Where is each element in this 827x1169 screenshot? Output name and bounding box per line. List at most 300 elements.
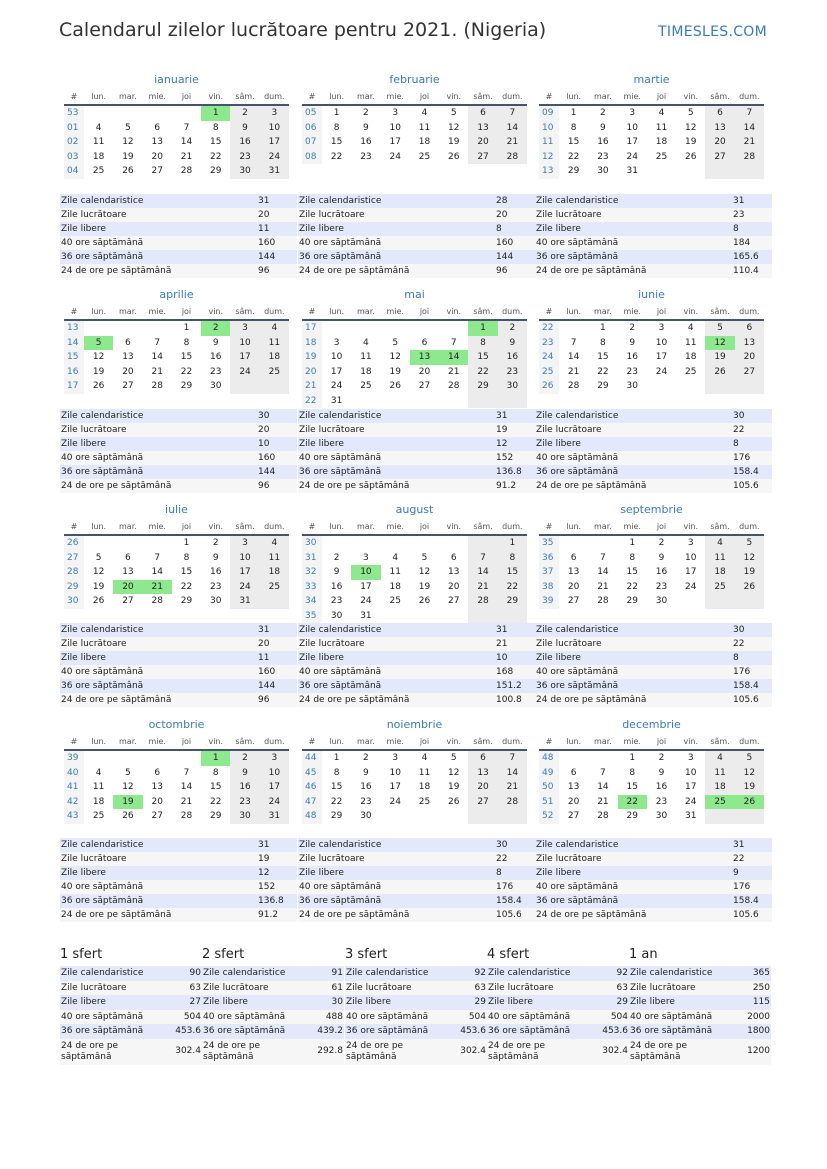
day-cell[interactable]: 27 [468,795,497,810]
day-cell[interactable]: 17 [230,350,259,365]
day-cell[interactable]: 27 [567,596,580,607]
day-cell[interactable]: 14 [735,121,764,136]
day-cell[interactable]: 13 [735,336,764,351]
day-cell[interactable]: 3 [687,753,694,764]
day-cell[interactable]: 23 [655,796,668,807]
day-cell[interactable]: 13 [567,782,580,793]
day-cell[interactable]: 21 [448,366,460,377]
day-cell[interactable]: 12 [448,122,460,133]
day-cell[interactable]: 14 [151,352,163,363]
day-cell[interactable]: 6 [570,552,577,563]
day-cell[interactable]: 3 [260,750,289,766]
day-cell[interactable]: 25 [260,365,289,380]
day-cell[interactable]: 9 [363,767,369,778]
day-cell[interactable]: 18 [92,796,105,807]
day-cell[interactable]: 9 [212,337,219,348]
day-cell[interactable]: 6 [468,750,497,766]
day-cell[interactable]: 25 [685,366,697,377]
day-cell[interactable]: 4 [658,108,665,119]
day-cell[interactable]: 17 [389,137,401,148]
day-cell[interactable]: 7 [498,750,527,766]
day-cell[interactable]: 15 [210,782,222,793]
day-cell[interactable]: 5 [421,552,428,563]
day-cell[interactable]: 11 [705,551,734,566]
day-cell[interactable]: 27 [418,381,431,392]
day-cell[interactable]: 27 [151,811,163,822]
day-cell[interactable]: 30 [210,596,222,607]
day-cell[interactable]: 5 [125,122,131,133]
day-cell[interactable]: 17 [230,565,259,580]
day-cell[interactable]: 13 [468,766,497,781]
day-cell[interactable]: 25 [360,381,372,392]
holiday-day-cell[interactable]: 5 [84,336,113,351]
day-cell[interactable]: 28 [151,596,163,607]
day-cell[interactable]: 13 [122,352,134,363]
day-cell[interactable]: 1 [629,538,636,549]
holiday-day-cell[interactable]: 20 [113,580,142,595]
holiday-day-cell[interactable]: 1 [201,750,230,766]
day-cell[interactable]: 26 [122,166,134,177]
holiday-day-cell[interactable]: 14 [439,350,468,365]
day-cell[interactable]: 24 [260,150,289,165]
day-cell[interactable]: 5 [450,753,457,764]
day-cell[interactable]: 27 [151,166,163,177]
day-cell[interactable]: 16 [655,782,668,793]
day-cell[interactable]: 19 [685,137,697,148]
day-cell[interactable]: 5 [125,767,131,778]
day-cell[interactable]: 15 [330,782,343,793]
day-cell[interactable]: 28 [597,596,609,607]
day-cell[interactable]: 8 [333,122,340,133]
day-cell[interactable]: 7 [468,551,497,566]
day-cell[interactable]: 8 [183,337,190,348]
day-cell[interactable]: 18 [260,350,289,365]
day-cell[interactable]: 12 [448,767,460,778]
day-cell[interactable]: 18 [655,137,668,148]
day-cell[interactable]: 16 [360,137,372,148]
day-cell[interactable]: 9 [498,336,527,351]
day-cell[interactable]: 8 [468,336,497,351]
day-cell[interactable]: 7 [154,552,161,563]
day-cell[interactable]: 22 [180,366,193,377]
day-cell[interactable]: 21 [597,796,609,807]
day-cell[interactable]: 2 [658,753,665,764]
day-cell[interactable]: 2 [363,108,369,119]
day-cell[interactable]: 22 [210,796,222,807]
day-cell[interactable]: 23 [230,795,259,810]
day-cell[interactable]: 12 [92,567,105,578]
day-cell[interactable]: 26 [735,580,764,595]
day-cell[interactable]: 9 [658,552,665,563]
day-cell[interactable]: 25 [92,166,105,177]
day-cell[interactable]: 24 [685,581,697,592]
day-cell[interactable]: 16 [360,782,372,793]
day-cell[interactable]: 14 [151,567,163,578]
day-cell[interactable]: 14 [180,137,193,148]
day-cell[interactable]: 1 [498,535,527,551]
day-cell[interactable]: 7 [498,105,527,121]
day-cell[interactable]: 18 [260,565,289,580]
day-cell[interactable]: 31 [260,164,289,179]
holiday-day-cell[interactable]: 10 [351,565,380,580]
day-cell[interactable]: 15 [468,350,497,365]
day-cell[interactable]: 11 [92,137,105,148]
day-cell[interactable]: 29 [180,381,193,392]
day-cell[interactable]: 28 [180,811,193,822]
day-cell[interactable]: 26 [685,151,697,162]
day-cell[interactable]: 8 [333,767,340,778]
day-cell[interactable]: 2 [629,323,636,334]
day-cell[interactable]: 25 [655,151,668,162]
day-cell[interactable]: 4 [95,767,102,778]
day-cell[interactable]: 13 [122,567,134,578]
day-cell[interactable]: 4 [392,552,399,563]
day-cell[interactable]: 25 [260,580,289,595]
day-cell[interactable]: 23 [210,366,222,377]
day-cell[interactable]: 7 [450,337,457,348]
day-cell[interactable]: 23 [360,796,372,807]
day-cell[interactable]: 26 [92,381,105,392]
day-cell[interactable]: 14 [597,782,609,793]
day-cell[interactable]: 26 [389,381,401,392]
day-cell[interactable]: 1 [333,753,340,764]
day-cell[interactable]: 17 [685,782,697,793]
day-cell[interactable]: 10 [330,352,343,363]
day-cell[interactable]: 30 [360,811,372,822]
day-cell[interactable]: 27 [122,596,134,607]
day-cell[interactable]: 29 [626,811,638,822]
day-cell[interactable]: 19 [448,137,460,148]
day-cell[interactable]: 11 [360,352,372,363]
day-cell[interactable]: 22 [330,151,343,162]
day-cell[interactable]: 12 [418,567,431,578]
day-cell[interactable]: 1 [183,323,190,334]
day-cell[interactable]: 25 [389,596,401,607]
day-cell[interactable]: 24 [389,151,401,162]
day-cell[interactable]: 29 [626,596,638,607]
day-cell[interactable]: 23 [498,365,527,380]
day-cell[interactable]: 31 [230,594,259,609]
day-cell[interactable]: 24 [230,580,259,595]
day-cell[interactable]: 22 [180,581,193,592]
day-cell[interactable]: 1 [333,108,340,119]
day-cell[interactable]: 7 [570,337,577,348]
day-cell[interactable]: 20 [418,366,431,377]
day-cell[interactable]: 20 [735,350,764,365]
day-cell[interactable]: 14 [498,766,527,781]
day-cell[interactable]: 26 [92,596,105,607]
day-cell[interactable]: 6 [468,105,497,121]
day-cell[interactable]: 21 [735,135,764,150]
holiday-day-cell[interactable]: 13 [410,350,439,365]
day-cell[interactable]: 27 [468,150,497,165]
day-cell[interactable]: 28 [498,150,527,165]
day-cell[interactable]: 10 [685,767,697,778]
day-cell[interactable]: 8 [600,337,606,348]
day-cell[interactable]: 5 [705,320,734,336]
day-cell[interactable]: 18 [418,782,431,793]
day-cell[interactable]: 3 [392,753,399,764]
day-cell[interactable]: 21 [180,151,193,162]
day-cell[interactable]: 30 [626,381,638,392]
day-cell[interactable]: 29 [210,166,222,177]
day-cell[interactable]: 5 [450,108,457,119]
day-cell[interactable]: 12 [92,352,105,363]
day-cell[interactable]: 25 [92,811,105,822]
day-cell[interactable]: 9 [629,337,636,348]
day-cell[interactable]: 26 [122,811,134,822]
day-cell[interactable]: 8 [212,122,219,133]
day-cell[interactable]: 19 [389,366,401,377]
day-cell[interactable]: 31 [685,811,697,822]
day-cell[interactable]: 19 [735,780,764,795]
day-cell[interactable]: 4 [705,535,734,551]
day-cell[interactable]: 11 [685,337,697,348]
day-cell[interactable]: 20 [468,135,497,150]
day-cell[interactable]: 2 [230,750,259,766]
day-cell[interactable]: 28 [597,811,609,822]
day-cell[interactable]: 19 [92,581,105,592]
day-cell[interactable]: 9 [212,552,219,563]
day-cell[interactable]: 24 [655,366,668,377]
day-cell[interactable]: 29 [498,594,527,609]
day-cell[interactable]: 15 [180,567,193,578]
day-cell[interactable]: 28 [180,166,193,177]
day-cell[interactable]: 2 [498,320,527,336]
day-cell[interactable]: 27 [122,381,134,392]
day-cell[interactable]: 11 [389,567,401,578]
day-cell[interactable]: 27 [448,596,460,607]
day-cell[interactable]: 19 [122,151,134,162]
day-cell[interactable]: 29 [330,811,343,822]
day-cell[interactable]: 25 [418,151,431,162]
day-cell[interactable]: 21 [597,581,609,592]
day-cell[interactable]: 15 [597,352,609,363]
day-cell[interactable]: 13 [448,567,460,578]
day-cell[interactable]: 6 [154,122,161,133]
day-cell[interactable]: 23 [210,581,222,592]
day-cell[interactable]: 1 [570,108,577,119]
day-cell[interactable]: 6 [705,105,734,121]
day-cell[interactable]: 19 [735,565,764,580]
day-cell[interactable]: 7 [600,552,606,563]
day-cell[interactable]: 5 [687,108,694,119]
day-cell[interactable]: 9 [658,767,665,778]
day-cell[interactable]: 9 [363,122,369,133]
day-cell[interactable]: 24 [685,796,697,807]
day-cell[interactable]: 11 [260,551,289,566]
day-cell[interactable]: 16 [230,135,259,150]
day-cell[interactable]: 11 [92,782,105,793]
day-cell[interactable]: 2 [333,552,340,563]
day-cell[interactable]: 13 [705,121,734,136]
day-cell[interactable]: 7 [600,767,606,778]
day-cell[interactable]: 8 [629,767,636,778]
day-cell[interactable]: 28 [735,150,764,165]
day-cell[interactable]: 26 [705,365,734,380]
holiday-day-cell[interactable]: 2 [201,320,230,336]
day-cell[interactable]: 20 [448,581,460,592]
day-cell[interactable]: 1 [629,753,636,764]
day-cell[interactable]: 6 [125,337,131,348]
day-cell[interactable]: 11 [418,767,431,778]
day-cell[interactable]: 24 [330,381,343,392]
day-cell[interactable]: 27 [735,365,764,380]
day-cell[interactable]: 17 [260,135,289,150]
day-cell[interactable]: 2 [363,753,369,764]
day-cell[interactable]: 2 [658,538,665,549]
day-cell[interactable]: 15 [626,567,638,578]
day-cell[interactable]: 4 [705,750,734,766]
day-cell[interactable]: 16 [210,567,222,578]
day-cell[interactable]: 6 [154,767,161,778]
day-cell[interactable]: 30 [655,811,668,822]
day-cell[interactable]: 14 [498,121,527,136]
day-cell[interactable]: 2 [600,108,606,119]
day-cell[interactable]: 3 [230,320,259,336]
day-cell[interactable]: 15 [210,137,222,148]
holiday-day-cell[interactable]: 19 [113,795,142,810]
day-cell[interactable]: 18 [705,780,734,795]
day-cell[interactable]: 5 [392,337,399,348]
day-cell[interactable]: 17 [389,782,401,793]
day-cell[interactable]: 20 [151,151,163,162]
day-cell[interactable]: 11 [705,766,734,781]
day-cell[interactable]: 21 [180,796,193,807]
day-cell[interactable]: 10 [655,337,668,348]
day-cell[interactable]: 10 [230,336,259,351]
day-cell[interactable]: 25 [418,796,431,807]
day-cell[interactable]: 17 [655,352,668,363]
day-cell[interactable]: 2 [212,538,219,549]
day-cell[interactable]: 20 [705,135,734,150]
day-cell[interactable]: 23 [330,596,343,607]
day-cell[interactable]: 19 [418,581,431,592]
day-cell[interactable]: 8 [212,767,219,778]
day-cell[interactable]: 29 [567,166,580,177]
day-cell[interactable]: 24 [360,596,372,607]
day-cell[interactable]: 7 [154,337,161,348]
day-cell[interactable]: 11 [655,122,668,133]
day-cell[interactable]: 23 [230,150,259,165]
day-cell[interactable]: 10 [685,552,697,563]
day-cell[interactable]: 12 [735,551,764,566]
day-cell[interactable]: 10 [389,122,401,133]
day-cell[interactable]: 21 [151,366,163,377]
day-cell[interactable]: 25 [705,580,734,595]
day-cell[interactable]: 21 [498,780,527,795]
day-cell[interactable]: 12 [122,782,134,793]
day-cell[interactable]: 29 [210,811,222,822]
day-cell[interactable]: 3 [333,337,340,348]
day-cell[interactable]: 17 [685,567,697,578]
day-cell[interactable]: 16 [655,567,668,578]
day-cell[interactable]: 28 [567,381,580,392]
day-cell[interactable]: 20 [468,780,497,795]
day-cell[interactable]: 21 [498,135,527,150]
day-cell[interactable]: 18 [685,352,697,363]
day-cell[interactable]: 4 [687,323,694,334]
day-cell[interactable]: 12 [735,766,764,781]
day-cell[interactable]: 7 [735,105,764,121]
day-cell[interactable]: 16 [210,352,222,363]
day-cell[interactable]: 10 [230,551,259,566]
day-cell[interactable]: 7 [183,122,190,133]
holiday-day-cell[interactable]: 22 [618,795,647,810]
day-cell[interactable]: 22 [498,580,527,595]
day-cell[interactable]: 11 [418,122,431,133]
day-cell[interactable]: 24 [389,796,401,807]
day-cell[interactable]: 23 [360,151,372,162]
day-cell[interactable]: 17 [330,366,343,377]
day-cell[interactable]: 29 [468,379,497,394]
day-cell[interactable]: 13 [567,567,580,578]
day-cell[interactable]: 3 [230,535,259,551]
day-cell[interactable]: 30 [210,381,222,392]
site-link[interactable]: TIMESLES.COM [658,24,767,40]
day-cell[interactable]: 10 [626,122,638,133]
day-cell[interactable]: 22 [210,151,222,162]
day-cell[interactable]: 12 [389,352,401,363]
day-cell[interactable]: 22 [597,366,609,377]
day-cell[interactable]: 8 [498,551,527,566]
day-cell[interactable]: 30 [330,610,343,621]
day-cell[interactable]: 14 [468,565,497,580]
day-cell[interactable]: 31 [360,610,372,621]
day-cell[interactable]: 4 [363,337,369,348]
day-cell[interactable]: 3 [629,108,636,119]
day-cell[interactable]: 20 [567,796,580,807]
day-cell[interactable]: 30 [597,166,609,177]
holiday-day-cell[interactable]: 25 [705,795,734,810]
day-cell[interactable]: 24 [626,151,638,162]
day-cell[interactable]: 3 [260,105,289,121]
day-cell[interactable]: 22 [330,796,343,807]
day-cell[interactable]: 17 [626,137,638,148]
day-cell[interactable]: 6 [570,767,577,778]
day-cell[interactable]: 24 [260,795,289,810]
day-cell[interactable]: 5 [735,750,764,766]
day-cell[interactable]: 31 [260,809,289,824]
holiday-day-cell[interactable]: 26 [735,795,764,810]
day-cell[interactable]: 2 [230,105,259,121]
holiday-day-cell[interactable]: 1 [468,320,497,336]
day-cell[interactable]: 18 [360,366,372,377]
day-cell[interactable]: 15 [180,352,193,363]
day-cell[interactable]: 27 [705,150,734,165]
day-cell[interactable]: 1 [600,323,606,334]
day-cell[interactable]: 19 [92,366,105,377]
day-cell[interactable]: 23 [626,366,638,377]
day-cell[interactable]: 19 [705,350,734,365]
day-cell[interactable]: 10 [389,767,401,778]
day-cell[interactable]: 16 [626,352,638,363]
day-cell[interactable]: 13 [468,121,497,136]
day-cell[interactable]: 18 [705,565,734,580]
day-cell[interactable]: 5 [735,535,764,551]
day-cell[interactable]: 23 [655,581,668,592]
day-cell[interactable]: 16 [330,581,343,592]
day-cell[interactable]: 7 [183,767,190,778]
day-cell[interactable]: 18 [418,137,431,148]
day-cell[interactable]: 22 [567,151,580,162]
day-cell[interactable]: 21 [468,580,497,595]
day-cell[interactable]: 5 [95,552,102,563]
day-cell[interactable]: 26 [448,796,460,807]
day-cell[interactable]: 10 [260,766,289,781]
day-cell[interactable]: 29 [597,381,609,392]
day-cell[interactable]: 9 [600,122,606,133]
